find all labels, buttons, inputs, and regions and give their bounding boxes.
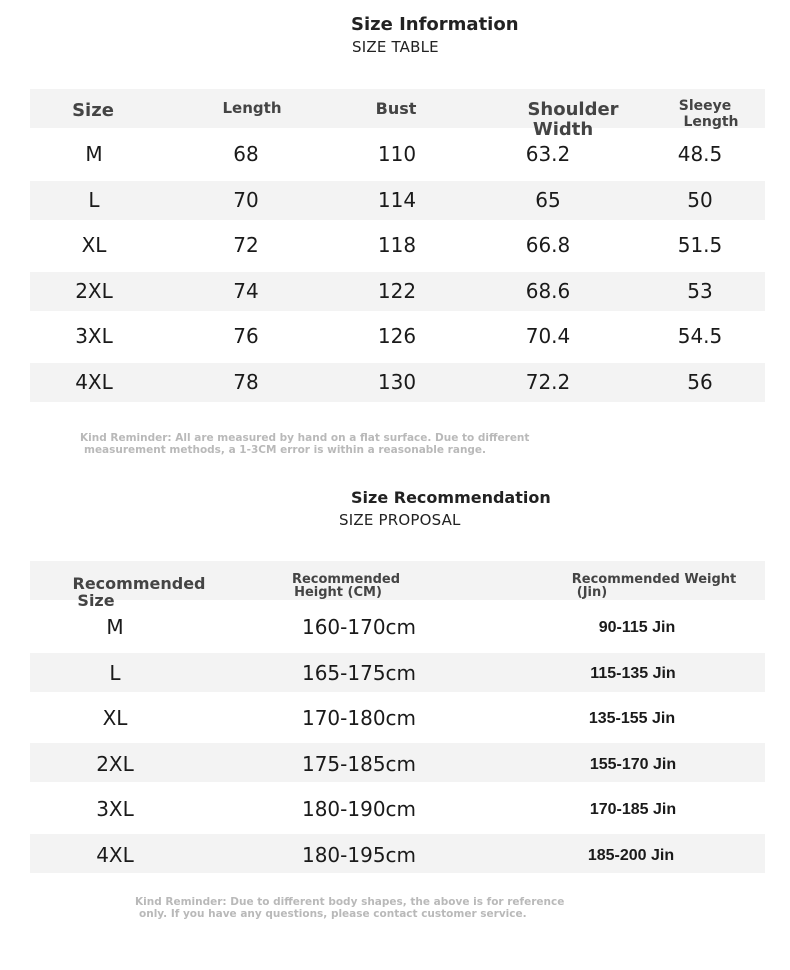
- cell-size: 3XL: [96, 797, 134, 821]
- cell-height: 170-180cm: [301, 706, 417, 730]
- header-recommended-weight-2: (Jin): [576, 585, 608, 600]
- cell-size: 3XL: [75, 324, 113, 348]
- header-bust: Bust: [375, 99, 417, 118]
- header-shoulder: Shoulder: [527, 99, 619, 120]
- cell-size: 4XL: [96, 843, 134, 867]
- cell-size: M: [85, 142, 103, 166]
- cell-weight: 185-200 Jin: [587, 847, 675, 864]
- size-table-subtitle: SIZE TABLE: [352, 38, 439, 56]
- note-line: only. If you have any questions, please contact customer service.: [139, 908, 527, 920]
- cell-weight: 135-155 Jin: [588, 710, 676, 727]
- cell-size: M: [106, 615, 124, 639]
- cell-sleeve: 50: [687, 188, 713, 212]
- cell-sleeve: 48.5: [677, 142, 723, 166]
- cell-size: 2XL: [75, 279, 113, 303]
- cell-weight: 155-170 Jin: [589, 756, 677, 773]
- cell-bust: 118: [377, 233, 417, 257]
- header-recommended-size-2: Size: [77, 591, 115, 610]
- cell-height: 180-190cm: [301, 797, 417, 821]
- cell-size: L: [109, 661, 121, 685]
- cell-bust: 110: [377, 142, 417, 166]
- cell-bust: 130: [377, 370, 417, 394]
- cell-bust: 126: [377, 324, 417, 348]
- header-recommended-weight: Recommended Weight: [571, 572, 737, 587]
- cell-shoulder: 66.8: [525, 233, 571, 257]
- recommendation-subtitle: SIZE PROPOSAL: [339, 511, 461, 529]
- cell-sleeve: 56: [687, 370, 713, 394]
- cell-size: 4XL: [75, 370, 113, 394]
- recommendation-note: [135, 896, 564, 920]
- header-recommended-size: Recommended: [72, 574, 206, 593]
- header-width: Width: [532, 119, 594, 140]
- cell-sleeve: 54.5: [677, 324, 723, 348]
- cell-length: 70: [233, 188, 259, 212]
- cell-length: 74: [233, 279, 259, 303]
- header-recommended-height: Recommended: [291, 572, 401, 587]
- header-size: Size: [72, 100, 114, 121]
- cell-length: 78: [233, 370, 259, 394]
- cell-shoulder: 68.6: [525, 279, 571, 303]
- cell-length: 68: [233, 142, 259, 166]
- cell-size: XL: [81, 233, 107, 257]
- cell-weight: 90-115 Jin: [598, 619, 676, 636]
- cell-size: L: [88, 188, 100, 212]
- size-table-title: Size Information: [351, 14, 519, 35]
- cell-bust: 114: [377, 188, 417, 212]
- header-sleeve: Sleeye: [678, 98, 732, 114]
- cell-height: 180-195cm: [301, 843, 417, 867]
- note-line: measurement methods, a 1-3CM error is within a reasonable range.: [84, 444, 487, 456]
- cell-length: 76: [233, 324, 259, 348]
- header-recommended-height-2: Height (CM): [294, 585, 382, 600]
- cell-size: 2XL: [96, 752, 134, 776]
- cell-shoulder: 72.2: [525, 370, 571, 394]
- note-line: Kind Reminder: Due to different body shapes, the above is for reference: [135, 896, 565, 908]
- cell-shoulder: 63.2: [525, 142, 571, 166]
- cell-bust: 122: [377, 279, 417, 303]
- cell-height: 165-175cm: [301, 661, 417, 685]
- cell-sleeve: 51.5: [677, 233, 723, 257]
- cell-length: 72: [233, 233, 259, 257]
- cell-sleeve: 53: [687, 279, 713, 303]
- header-length-2: Length: [683, 114, 739, 130]
- measurement-note: [80, 432, 529, 456]
- recommendation-title: Size Recommendation: [351, 488, 551, 507]
- cell-height: 175-185cm: [301, 752, 417, 776]
- cell-size: XL: [102, 706, 128, 730]
- header-length: Length: [222, 99, 282, 117]
- cell-shoulder: 65: [535, 188, 561, 212]
- cell-height: 160-170cm: [301, 615, 417, 639]
- cell-weight: 115-135 Jin: [590, 665, 676, 682]
- cell-weight: 170-185 Jin: [589, 801, 677, 818]
- note-line: Kind Reminder: All are measured by hand on a flat surface. Due to different: [80, 432, 530, 444]
- cell-shoulder: 70.4: [525, 324, 571, 348]
